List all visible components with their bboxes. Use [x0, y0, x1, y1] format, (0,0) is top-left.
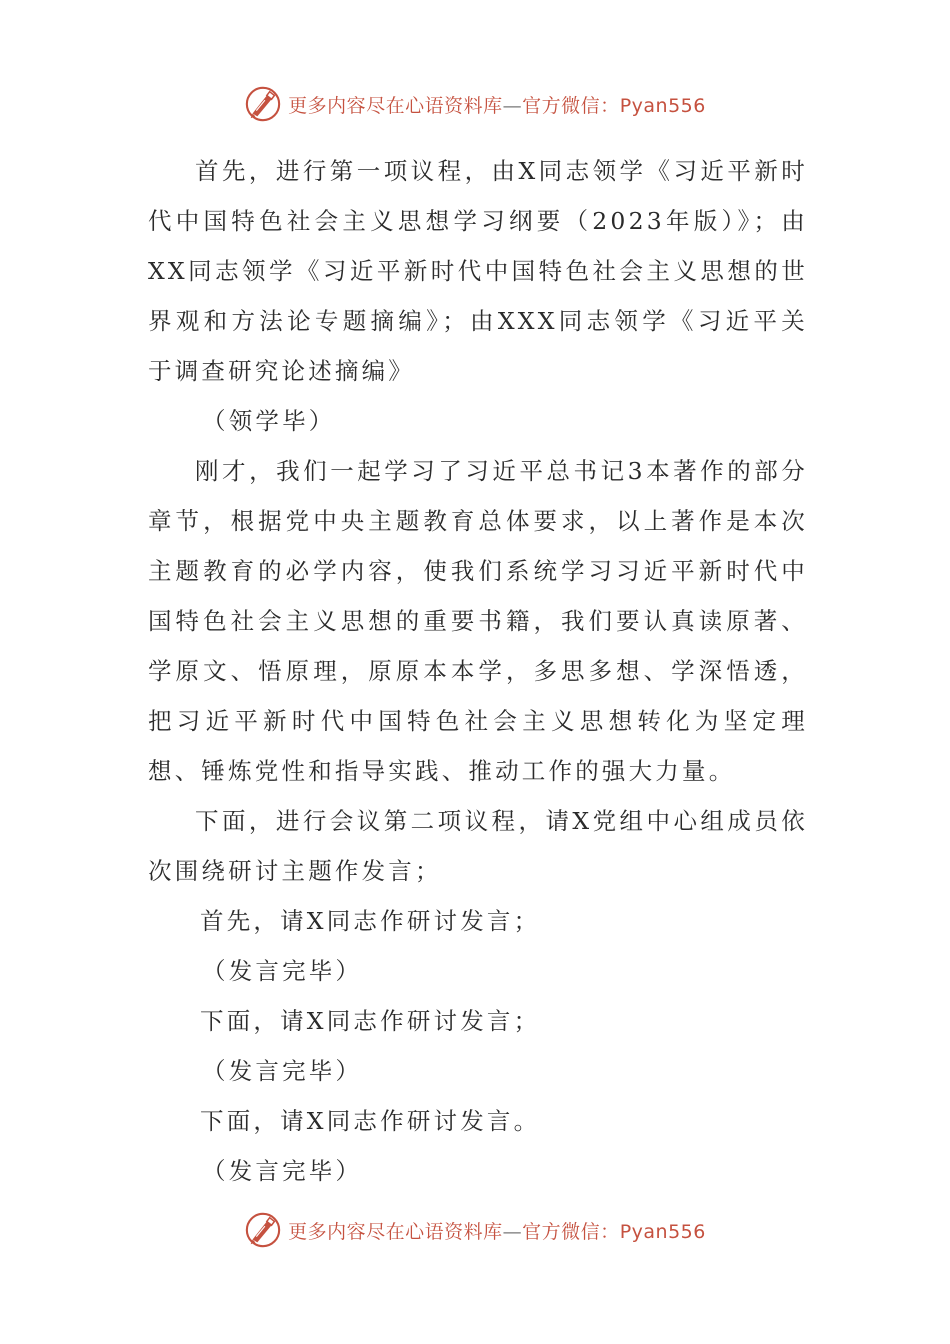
paragraph-speaker-three: 下面，请X同志作研讨发言。: [200, 1107, 541, 1135]
header-site-name: 更多内容尽在心语资料库: [288, 94, 503, 117]
paragraph-summary: 刚才，我们一起学习了习近平总书记3本著作的部分章节，根据党中央主题教育总体要求，以上著作是本次主题教育的必学内容，使我们系统学习习近平新时代中国特色社会主义思想的重要书籍，我们要认真读原著、学原文、悟原理，原原本本学，多思多想、学深悟透，把习近平新时代中国特色社会主义思想转化为坚定理想、锤炼党性和指导实践、推动工作的强大力量。: [148, 457, 808, 785]
note-speech-done-three: （发言完毕）: [202, 1157, 363, 1185]
header-banner: [0, 82, 950, 126]
header-banner-text: [288, 91, 706, 118]
note-study-done: （领学毕）: [202, 407, 336, 435]
footer-site-name: 更多内容尽在心语资料库: [288, 1220, 503, 1243]
header-wechat-id: Pyan556: [619, 94, 706, 117]
footer-dash: —: [502, 1220, 523, 1243]
footer-wechat-id: Pyan556: [619, 1220, 706, 1243]
paragraph-agenda-two: 下面，进行会议第二项议程，请X党组中心组成员依次围绕研讨主题作发言；: [148, 807, 808, 885]
footer-banner-text: [288, 1217, 706, 1244]
paragraph-agenda-one: 首先，进行第一项议程，由X同志领学《习近平新时代中国特色社会主义思想学习纲要（2023年版）》；由XX同志领学《习近平新时代中国特色社会主义思想的世界观和方法论专题摘编》；由XXX同志领学《习近平关于调查研究论述摘编》: [148, 157, 808, 385]
header-wechat-label: 官方微信：: [522, 94, 620, 117]
footer-wechat-label: 官方微信：: [522, 1220, 620, 1243]
footer-banner: [0, 1208, 950, 1252]
paragraph-speaker-two: 下面，请X同志作研讨发言；: [200, 1007, 541, 1035]
note-speech-done-two: （发言完毕）: [202, 1057, 363, 1085]
note-speech-done-one: （发言完毕）: [202, 957, 363, 985]
pen-logo-icon: [244, 85, 282, 123]
paragraph-speaker-one: 首先，请X同志作研讨发言；: [200, 907, 541, 935]
header-dash: —: [502, 94, 523, 117]
pen-logo-icon: [244, 1211, 282, 1249]
document-body: [148, 146, 808, 1196]
